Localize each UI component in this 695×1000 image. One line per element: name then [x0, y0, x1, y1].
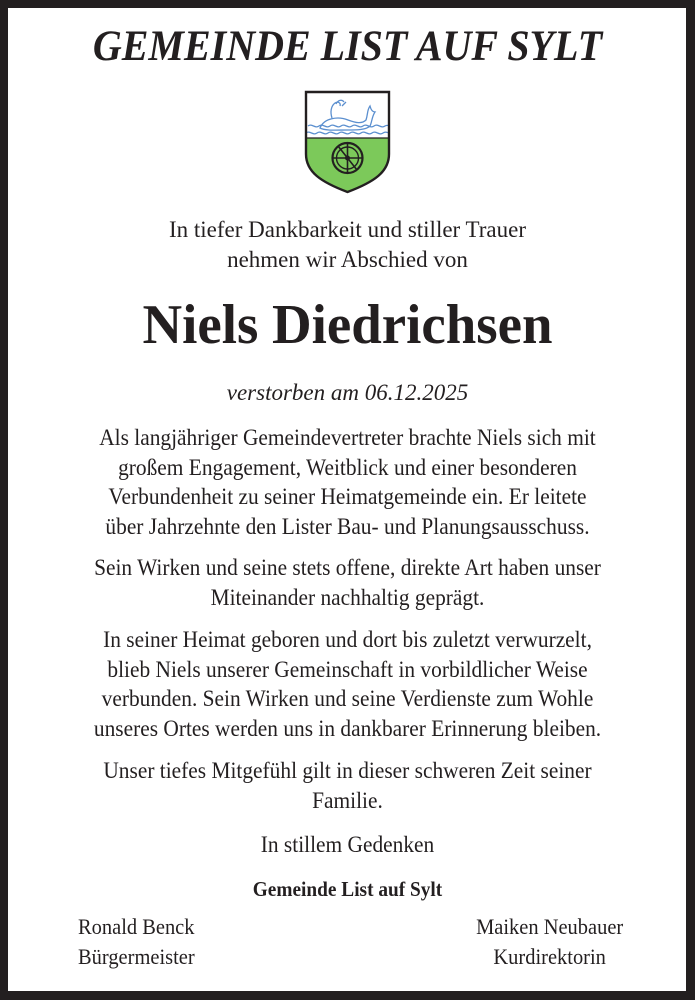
paragraph-line: Familie. — [312, 787, 383, 813]
signer-name: Ronald Benck — [78, 914, 195, 939]
signing-organization: Gemeinde List auf Sylt — [252, 877, 443, 901]
paragraph-line: Unser tiefes Mitgefühl gilt in dieser schweren Zeit seiner — [103, 758, 592, 783]
signer-mayor — [78, 912, 195, 972]
paragraph-line: unseres Ortes werden uns in dankbarer Erinnerung bleiben. — [93, 715, 602, 741]
paragraph-line: über Jahrzehnte den Lister Bau- und Planungsausschuss. — [105, 513, 590, 539]
intro-text — [0, 215, 695, 275]
paragraph-line: In seiner Heimat geboren und dort bis zuletzt verwurzelt, — [103, 627, 592, 652]
closing-text: In stillem Gedenken — [260, 832, 435, 857]
signer-role: Kurdirektorin — [493, 944, 606, 969]
signer-name: Maiken Neubauer — [475, 914, 623, 939]
paragraph-3 — [24, 625, 670, 743]
intro-line-2: nehmen wir Abschied von — [227, 247, 468, 272]
signer-spa-director — [476, 912, 623, 972]
paragraph-4 — [24, 756, 670, 815]
intro-line-1: In tiefer Dankbarkeit und stiller Trauer — [168, 217, 527, 242]
paragraph-2 — [24, 553, 670, 612]
signer-role: Bürgermeister — [78, 944, 195, 969]
paragraph-line: Miteinander nachhaltig geprägt. — [210, 584, 485, 610]
paragraph-line: Verbundenheit zu seiner Heimatgemeinde ein. Er leitete — [108, 484, 587, 509]
date-of-death: verstorben am 06.12.2025 — [226, 380, 469, 405]
coat-of-arms-icon — [304, 90, 391, 194]
paragraph-1 — [24, 423, 670, 541]
paragraph-line: verbunden. Sein Wirken und seine Verdienste zum Wohle — [101, 686, 594, 711]
paragraph-line: großem Engagement, Weitblick und einer besonderen — [118, 454, 577, 480]
paragraph-line: blieb Niels unserer Gemeinschaft in vorbildlicher Weise — [107, 656, 588, 682]
paragraph-line: Als langjähriger Gemeindevertreter brachte Niels sich mit — [99, 425, 596, 450]
deceased-name: Niels Diedrichsen — [142, 294, 553, 356]
municipality-title: GEMEINDE LIST AUF SYLT — [92, 23, 603, 70]
paragraph-line: Sein Wirken und seine stets offene, direkte Art haben unser — [94, 555, 601, 580]
